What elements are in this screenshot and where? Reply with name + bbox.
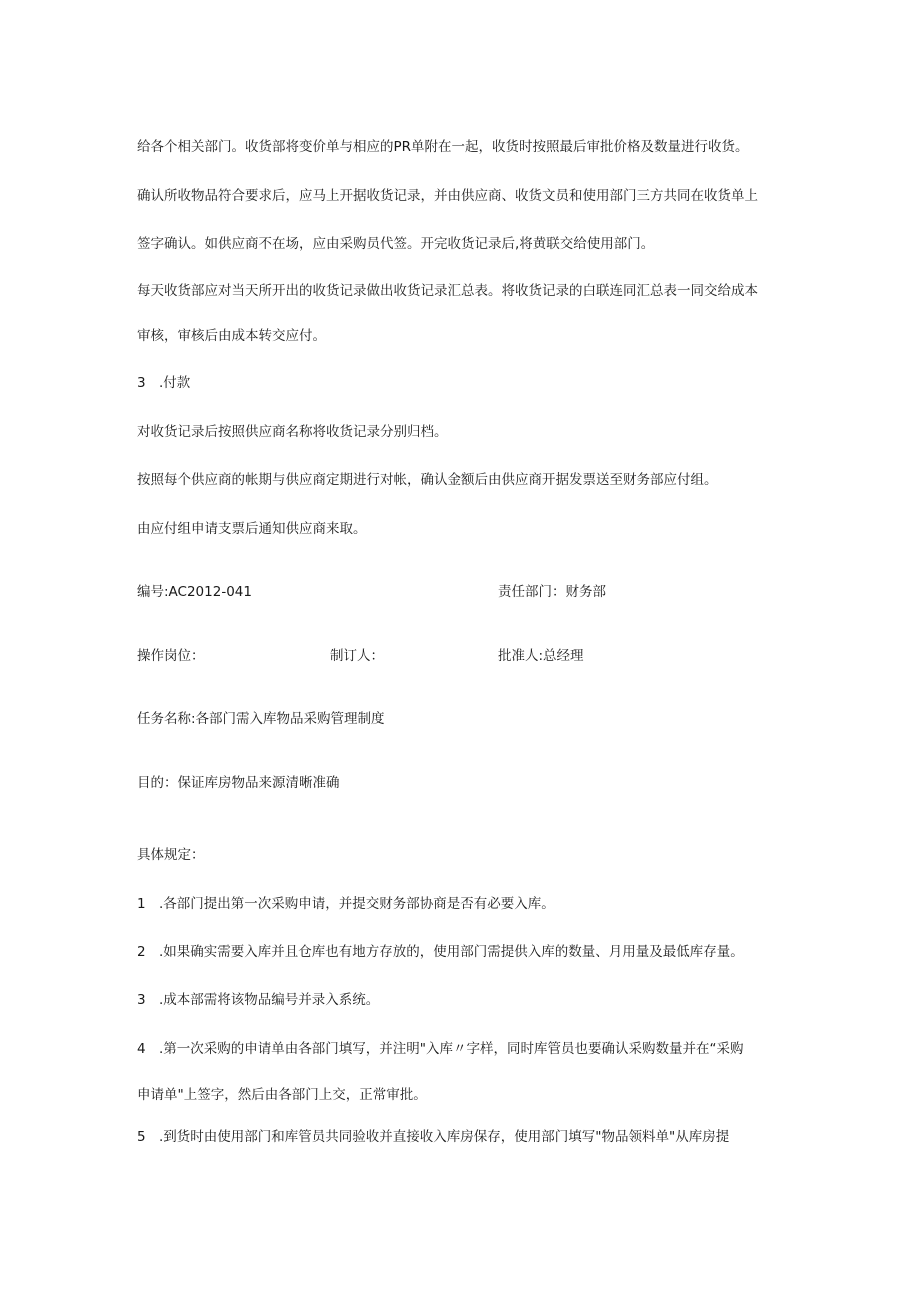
rule-number: 1 — [137, 896, 146, 912]
author: 制订人： — [330, 648, 384, 664]
document-code: 编号:AC2012-041 — [137, 584, 252, 600]
paragraph-line-4: 每天收货部应对当天所开出的收货记录做出收货记录汇总表。将收货记录的白联连同汇总表一同交给成本 — [137, 283, 758, 299]
payment-line-3: 由应付组申请支票后通知供应商来取。 — [137, 521, 367, 537]
paragraph-line-3: 签字确认。如供应商不在场，应由采购员代签。开完收货记录后,将黄联交给使用部门。 — [137, 236, 655, 252]
rule-text: .第一次采购的申请单由各部门填写，并注明"入库〃字样，同时库管员也要确认采购数量并在“采购 — [159, 1041, 744, 1057]
paragraph-line-5: 审核，审核后由成本转交应付。 — [137, 328, 326, 344]
section-number: 3 — [137, 375, 146, 391]
operation-post: 操作岗位： — [137, 648, 205, 664]
rule-text: .成本部需将该物品编号并录入系统。 — [159, 992, 380, 1008]
rule-item-1 — [137, 894, 555, 914]
rule-number: 3 — [137, 992, 146, 1008]
rules-label: 具体规定： — [137, 847, 205, 863]
payment-line-1: 对收货记录后按照供应商名称将收货记录分别归档。 — [137, 424, 448, 440]
rule-item-3 — [137, 990, 379, 1010]
task-purpose: 目的：保证库房物品来源清晰准确 — [137, 775, 340, 791]
paragraph-line-2: 确认所收物品符合要求后，应马上开据收货记录，并由供应商、收货文员和使用部门三方共同在收货单上 — [137, 188, 758, 204]
rule-text: .各部门提出第一次采购申请，并提交财务部协商是否有必要入库。 — [159, 896, 555, 912]
rule-item-5 — [137, 1127, 729, 1147]
rule-number: 4 — [137, 1041, 146, 1057]
rule-number: 5 — [137, 1129, 146, 1145]
rule-item-4-continued: 申请单"上签字，然后由各部门上交，正常审批。 — [137, 1087, 427, 1103]
rule-text: .到货时由使用部门和库管员共同验收并直接收入库房保存，使用部门填写"物品领料单"从库房提 — [159, 1129, 730, 1145]
approver: 批准人:总经理 — [498, 648, 584, 664]
rule-number: 2 — [137, 944, 146, 960]
paragraph-line-1: 给各个相关部门。收货部将变价单与相应的PR单附在一起，收货时按照最后审批价格及数量进行收货。 — [137, 139, 749, 155]
rule-item-4 — [137, 1039, 744, 1059]
payment-line-2: 按照每个供应商的帐期与供应商定期进行对帐，确认金额后由供应商开据发票送至财务部应付组。 — [137, 472, 718, 488]
task-name: 任务名称:各部门需入库物品采购管理制度 — [137, 711, 385, 727]
responsible-department: 责任部门：财务部 — [498, 584, 606, 600]
rule-item-2 — [137, 942, 744, 962]
rule-text: .如果确实需要入库并且仓库也有地方存放的，使用部门需提供入库的数量、月用量及最低库存量。 — [159, 944, 744, 960]
section-title: .付款 — [159, 375, 191, 391]
section-heading-payment — [137, 373, 190, 393]
